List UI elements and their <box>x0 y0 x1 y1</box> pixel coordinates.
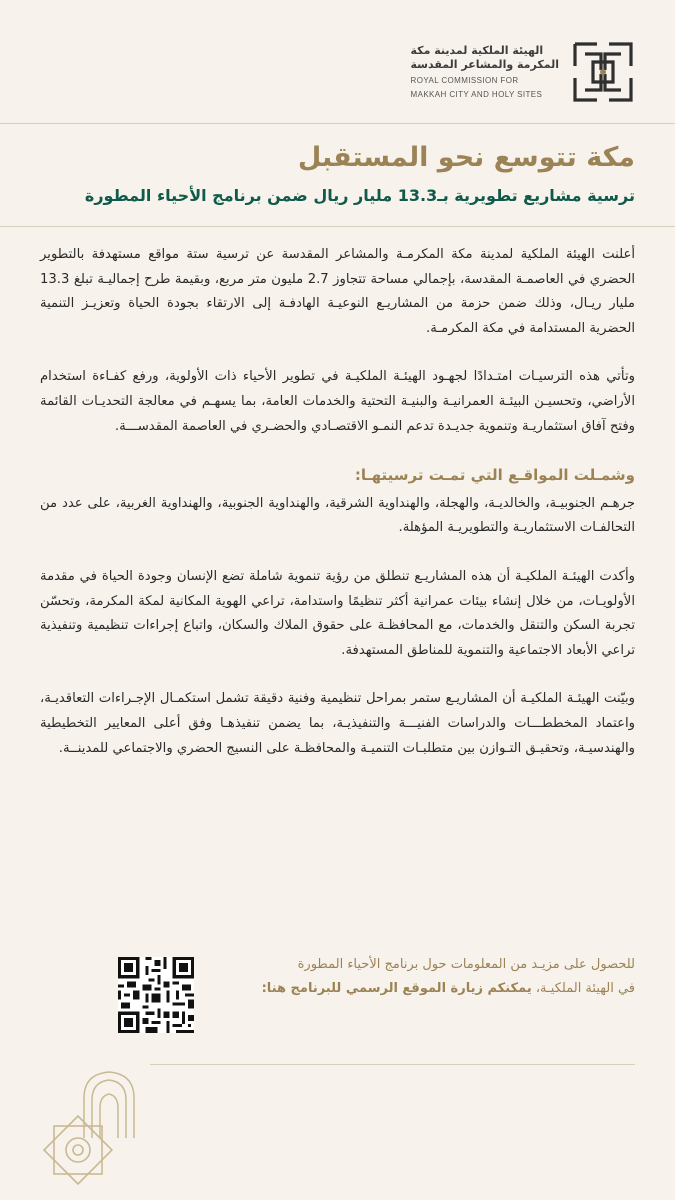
section-heading: وشمـلت المواقـع التي تمـت ترسيتهـا: <box>354 466 635 485</box>
qr-code-icon[interactable] <box>118 957 194 1033</box>
paragraph-2: وتأتي هذه الترسيـات امتـدادًا لجهـود الهيئـة الملكيـة في تطوير الأحياء ذات الأولوية، ورفع كفـاءة استخدام الأراضي، وتحسيـن البيئـة العمرانيـة والبنيـة التحتية والخدمات العامة، بما يسهـم في معالجة التحديـات القائمة وفتح آفاق استثماريـة وتنموية جديـدة تدعم النمـو الاقتصـادي والحضـري في العاصمة المقدســـة. <box>40 369 635 434</box>
logo-en-line1: ROYAL COMMISSION FOR <box>410 76 519 85</box>
paragraph-4: وأكدت الهيئـة الملكيـة أن هذه المشاريـع تنطلق من رؤية تنموية شاملة تضع الإنسان وجودة الحياة في مقدمة الأولويـات، من خلال إنشاء بيئات عمرانية أكثر تنظيمًا واستدامة، تراعي الهوية المكانية لمكة المكرمة، وتحسّن تجربة السكن والتنقل والخدمات، مع المحافظـة على حقوق الملاك والسكان، واتباع إجراءات تنظيمية وتنفيذية تراعي الأبعاد الاجتماعية والتنموية للمناطق المستهدفة. <box>40 568 635 658</box>
footer-divider <box>150 1064 635 1065</box>
star-ornament-icon <box>36 1108 120 1192</box>
cta-line2-bold: يمكنكم زيارة الموقع الرسمي للبرنامج هنا: <box>261 981 532 996</box>
logo-en-line2: MAKKAH CITY AND HOLY SITES <box>410 90 543 99</box>
cta-line1: للحصول على مزيـد من المعلومات حول برنامج الأحياء المطورة <box>297 957 635 972</box>
paragraph-5: وبيّنت الهيئـة الملكيـة أن المشاريـع ستمر بمراحل تنظيمية وفنية دقيقة تشمل استكمـال الإجـراءات التعاقديـة، واعتماد المخططـــات والدراسات الفنيـــة والتنفيذيـة، بما يضمن تنفيذهـا وفق أعلى المعايير التخطيطية والهندسيـة، وتحقيـق التـوازن بين متطلبـات التنميـة والمحافظـة على النسيج الحضري والاجتماعي للمدينــة. <box>40 691 635 756</box>
article-body <box>40 243 635 785</box>
header-logo <box>411 40 635 104</box>
logo-ar-line2: المكرمة والمشاعر المقدسة <box>410 58 559 71</box>
paragraph-1: أعلنت الهيئة الملكية لمدينة مكة المكرمـة والمشاعر المقدسة عن ترسية ستة مواقع مستهدفة بالتطوير الحضري في العاصمـة المقدسة، بإجمالي مساحة تتجاوز 2.7 مليون متر مربع، وبقيمة طرح إجماليـة تبلغ 13.3 مليار ريـال، وذلك ضمن حزمة من المشاريـع النوعيـة الهادفـة إلى الارتقاء بجودة الحياة وتعزيـز التنمية الحضرية المستدامة في مكة المكرمـة. <box>40 247 635 336</box>
page-subtitle: ترسية مشاريع تطويرية بـ13.3 مليار ريال ضمن برنامج الأحياء المطورة <box>84 186 635 205</box>
cta-line2-prefix: في الهيئة الملكيـة، <box>531 981 635 996</box>
subtitle-divider <box>0 226 675 227</box>
logo-ar-line1: الهيئة الملكية لمدينة مكة <box>410 44 544 57</box>
cta-text <box>195 953 635 1001</box>
logo-text <box>411 44 559 100</box>
header-divider <box>0 123 675 124</box>
rcmc-logo-icon <box>571 40 635 104</box>
page-title: مكة تتوسع نحو المستقبل <box>297 142 635 173</box>
paragraph-3: جرهـم الجنوبيـة، والخالديـة، والهجلة، والهنداوية الشرقية، والهنداوية الجنوبية، والهنداوية الغربية، على عدد من التحالفـات الاستثماريـة والتطويريـة المؤهلة. <box>40 495 635 536</box>
